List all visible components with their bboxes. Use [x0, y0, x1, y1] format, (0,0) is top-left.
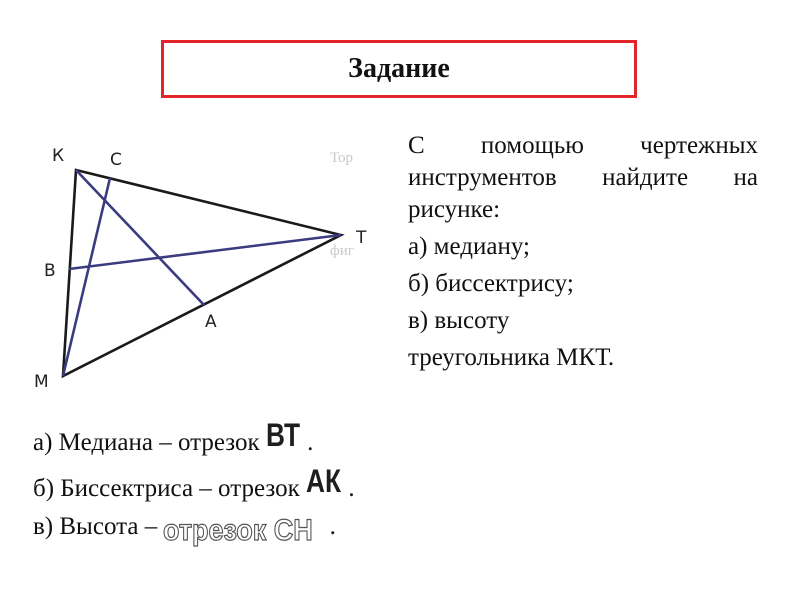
answer-altitude-dot: . [329, 513, 336, 540]
answer-median-dot: . [307, 429, 314, 456]
answer-altitude-prefix: в) Высота – [33, 513, 158, 540]
task-closing: треугольника МКТ. [408, 344, 615, 371]
task-item-bisector: б) биссектрису; [408, 270, 574, 297]
point-label-t: Т [356, 228, 367, 248]
point-label-a: А [205, 312, 217, 332]
answer-altitude [33, 504, 453, 550]
task-intro: С помощью чертежных инструментов найдите на рисунке: [408, 132, 758, 223]
point-label-m: М [34, 372, 49, 392]
task-item-altitude: в) высоту [408, 307, 510, 334]
point-label-b: В [44, 261, 56, 281]
answer-bisector-value: АК [305, 463, 341, 499]
triangle-figure [30, 135, 400, 400]
bleed-text-1: Тор [330, 150, 354, 166]
answer-altitude-value: отрезок СН [163, 514, 314, 547]
answers-block [33, 412, 453, 550]
answer-bisector-prefix: б) Биссектриса – отрезок [33, 475, 300, 502]
median-bt [69, 235, 341, 269]
triangle-drawing [30, 135, 400, 400]
point-label-c: С [110, 150, 122, 170]
bleed-text-2: фиг [330, 243, 354, 259]
answer-median-prefix: а) Медиана – отрезок [33, 429, 260, 456]
answer-median-value: ВТ [265, 417, 300, 453]
task-item-median: а) медиану; [408, 233, 530, 260]
point-label-k: К [52, 146, 65, 166]
page-title: Задание [348, 53, 450, 84]
task-text [408, 130, 758, 374]
answer-median [33, 412, 453, 458]
answer-bisector [33, 458, 453, 504]
title-box [161, 40, 637, 98]
answer-bisector-dot: . [348, 475, 355, 502]
